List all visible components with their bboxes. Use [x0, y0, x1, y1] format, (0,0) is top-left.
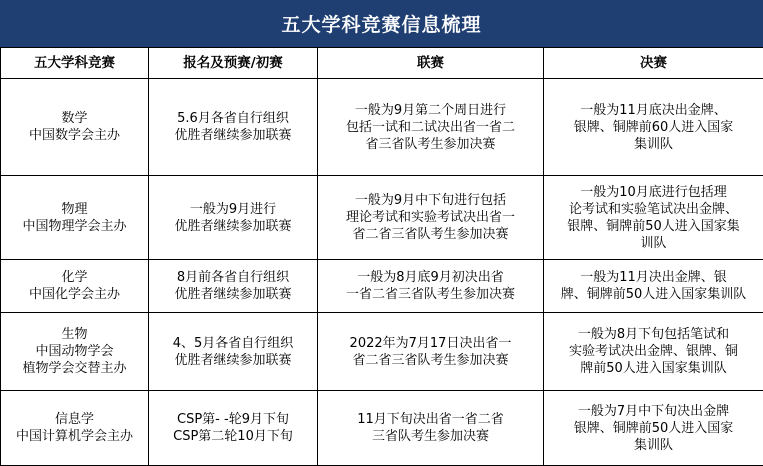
cell-line: 省二省三省队考生参加决赛	[322, 352, 539, 369]
table-row-informatics	[1, 391, 763, 466]
cell-prelim	[149, 79, 318, 176]
table-row-physics	[1, 176, 763, 260]
cell-prelim	[149, 391, 318, 466]
cell-line: 生物	[5, 326, 144, 343]
cell-line: 一省二省三省队考生参加决赛	[322, 286, 539, 303]
cell-line: 一般为9月中下旬进行包括	[322, 192, 539, 209]
cell-subject	[1, 313, 149, 391]
cell-line: 信息学	[5, 411, 144, 428]
header-prelim: 报名及预赛/初赛	[149, 48, 318, 79]
cell-league	[318, 79, 544, 176]
cell-prelim	[149, 260, 318, 313]
cell-league	[318, 260, 544, 313]
cell-subject	[1, 260, 149, 313]
cell-subject	[1, 176, 149, 260]
cell-league	[318, 313, 544, 391]
cell-line: 省三省队考生参加决赛	[322, 136, 539, 153]
cell-line: 中国化学会主办	[5, 286, 144, 303]
cell-line: 优胜者继续参加联赛	[153, 352, 313, 369]
cell-line: CSP第二轮10月下旬	[153, 428, 313, 445]
competition-table	[0, 47, 763, 466]
cell-final	[544, 260, 763, 313]
cell-line: 银牌、铜牌前60人进入国家	[548, 119, 759, 136]
cell-line: 一般为7月中下旬决出金牌	[548, 403, 759, 420]
cell-line: 省二省三省队考生参加决赛	[322, 226, 539, 243]
cell-line: 优胜者继续参加联赛	[153, 127, 313, 144]
cell-line: 牌前50人进入国家集训队	[548, 360, 759, 377]
cell-line: 集训队	[548, 437, 759, 454]
table-row-chemistry	[1, 260, 763, 313]
cell-line: 训队	[548, 235, 759, 252]
cell-line: 4、5月各省自行组织	[153, 335, 313, 352]
cell-line: 理论考试和实验考试决出省一	[322, 209, 539, 226]
cell-line: 一般为11月决出金牌、银	[548, 269, 759, 286]
cell-line: 一般为8月下旬包括笔试和	[548, 326, 759, 343]
cell-final	[544, 313, 763, 391]
cell-final	[544, 79, 763, 176]
cell-prelim	[149, 176, 318, 260]
cell-line: 论考试和实验笔试决出金牌、	[548, 201, 759, 218]
cell-line: 集训队	[548, 136, 759, 153]
cell-line: 优胜者继续参加联赛	[153, 218, 313, 235]
cell-line: 一般为9月进行	[153, 201, 313, 218]
cell-line: 银牌、铜牌前50人进入国家集	[548, 218, 759, 235]
cell-line: 植物学会交替主办	[5, 360, 144, 377]
header-final: 决赛	[544, 48, 763, 79]
cell-subject	[1, 79, 149, 176]
cell-line: CSP第- -轮9月下旬	[153, 411, 313, 428]
table-row-biology	[1, 313, 763, 391]
cell-subject	[1, 391, 149, 466]
table-header-row	[1, 48, 763, 79]
cell-line: 优胜者继续参加联赛	[153, 286, 313, 303]
table-row-math	[1, 79, 763, 176]
cell-line: 2022年为7月17日决出省一	[322, 335, 539, 352]
cell-line: 一般为9月第二个周日进行	[322, 102, 539, 119]
cell-line: 数学	[5, 110, 144, 127]
cell-line: 5.6月各省自行组织	[153, 110, 313, 127]
cell-line: 实验考试决出金牌、银牌、铜	[548, 343, 759, 360]
cell-line: 中国动物学会	[5, 343, 144, 360]
cell-line: 中国物理学会主办	[5, 218, 144, 235]
header-league: 联赛	[318, 48, 544, 79]
cell-line: 8月前各省自行组织	[153, 269, 313, 286]
cell-line: 化学	[5, 269, 144, 286]
cell-line: 包括一试和二试决出省一省二	[322, 119, 539, 136]
header-subject: 五大学科竞赛	[1, 48, 149, 79]
cell-final	[544, 176, 763, 260]
cell-prelim	[149, 313, 318, 391]
cell-line: 一般为8月底9月初决出省	[322, 269, 539, 286]
cell-line: 11月下旬决出省一省二省	[322, 411, 539, 428]
cell-line: 一般为10月底进行包括理	[548, 184, 759, 201]
cell-league	[318, 391, 544, 466]
cell-line: 中国计算机学会主办	[5, 428, 144, 445]
cell-line: 一般为11月底决出金牌、	[548, 102, 759, 119]
page-title: 五大学科竞赛信息梳理	[0, 0, 763, 47]
cell-line: 中国数学会主办	[5, 127, 144, 144]
cell-line: 物理	[5, 201, 144, 218]
cell-final	[544, 391, 763, 466]
cell-line: 银牌、铜牌前50人进入国家	[548, 420, 759, 437]
cell-line: 牌、铜牌前50人进入国家集训队	[548, 286, 759, 303]
cell-league	[318, 176, 544, 260]
cell-line: 三省队考生参加决赛	[322, 428, 539, 445]
